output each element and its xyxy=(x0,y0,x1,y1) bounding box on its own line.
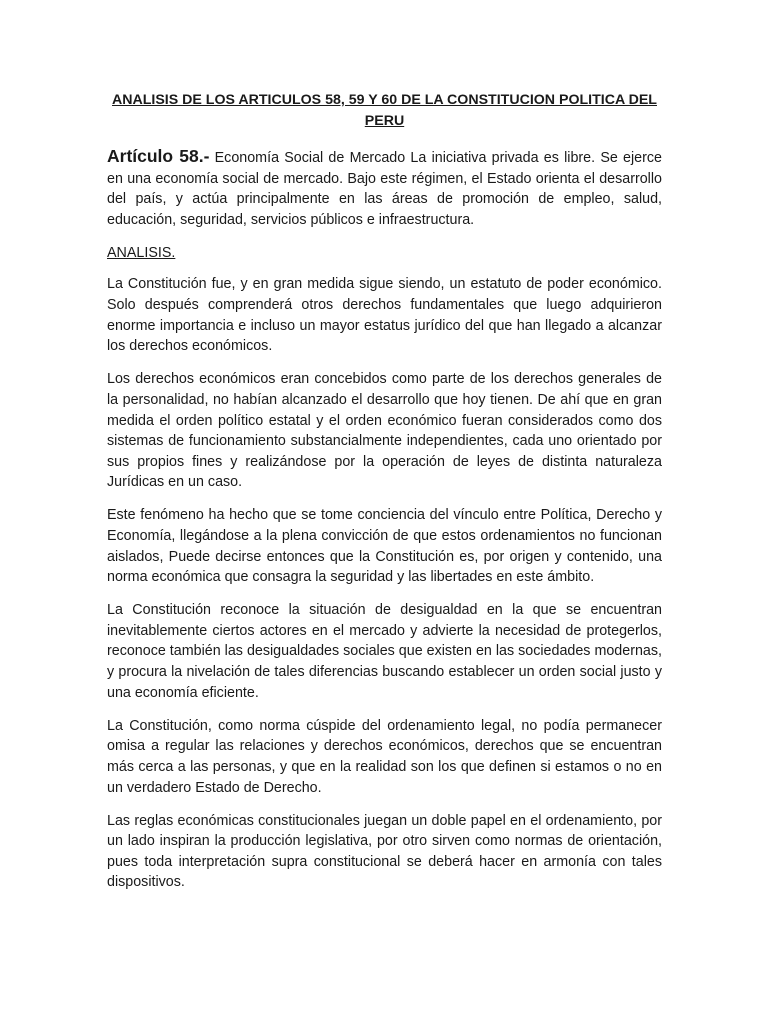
document-title: ANALISIS DE LOS ARTICULOS 58, 59 Y 60 DE LA CONSTITUCION POLITICA DEL PERU xyxy=(112,92,657,129)
analysis-paragraph-4: La Constitución reconoce la situación de desigualdad en la que se encuentran inevitablemente ciertos actores en el mercado y advierte la necesidad de protegerlos, reconoce también las desigualdades sociales que existen en las sociedades modernas, y procura la nivelación de tales diferencias buscando establecer un orden social justo y una economía eficiente. xyxy=(107,602,662,701)
analysis-paragraph-5: La Constitución, como norma cúspide del ordenamiento legal, no podía permanecer omisa a regular las relaciones y derechos económicos, derechos que se encuentran más cerca a las personas, y que en la realidad son los que definen si estamos o no en un verdadero Estado de Derecho. xyxy=(107,717,662,796)
article-label: Artículo 58.- xyxy=(107,146,210,166)
analysis-heading: ANALISIS. xyxy=(107,244,176,261)
analysis-paragraph-2: Los derechos económicos eran concebidos como parte de los derechos generales de la personalidad, no habían alcanzado el desarrollo que hoy tienen. De ahí que en gran medida el orden político estatal y el orden económico fueran considerados como dos sistemas de funcionamiento substancialmente independientes, cada uno orientado por sus propios fines y realizándose por la operación de leyes de distinta naturaleza Jurídicas en un caso. xyxy=(107,371,662,491)
analysis-paragraph-1: La Constitución fue, y en gran medida sigue siendo, un estatuto de poder económico. Solo después comprenderá otros derechos fundamentales que luego adquirieron enorme importancia e incluso un mayor estatus jurídico del que han llegado a alcanzar los derechos económicos. xyxy=(107,276,662,355)
article-text: Economía Social de Mercado La iniciativa privada es libre. Se ejerce en una economía social de mercado. Bajo este régimen, el Estado orienta el desarrollo del país, y actúa principalmente en las áreas de promoción de empleo, salud, educación, seguridad, servicios públicos e infraestructura. xyxy=(107,150,662,228)
analysis-paragraph-6: Las reglas económicas constitucionales juegan un doble papel en el ordenamiento, por un lado inspiran la producción legislativa, por otro sirven como normas de orientación, pues toda interpretación supra constitucional se deberá hacer en armonía con tales dispositivos. xyxy=(107,812,662,891)
analysis-paragraph-3: Este fenómeno ha hecho que se tome conciencia del vínculo entre Política, Derecho y Economía, llegándose a la plena convicción de que estos ordenamientos no funcionan aislados, Puede decirse entonces que la Constitución es, por origen y contenido, una norma económica que consagra la seguridad y las libertades en este ámbito. xyxy=(107,507,662,586)
article-58-paragraph xyxy=(107,146,662,230)
